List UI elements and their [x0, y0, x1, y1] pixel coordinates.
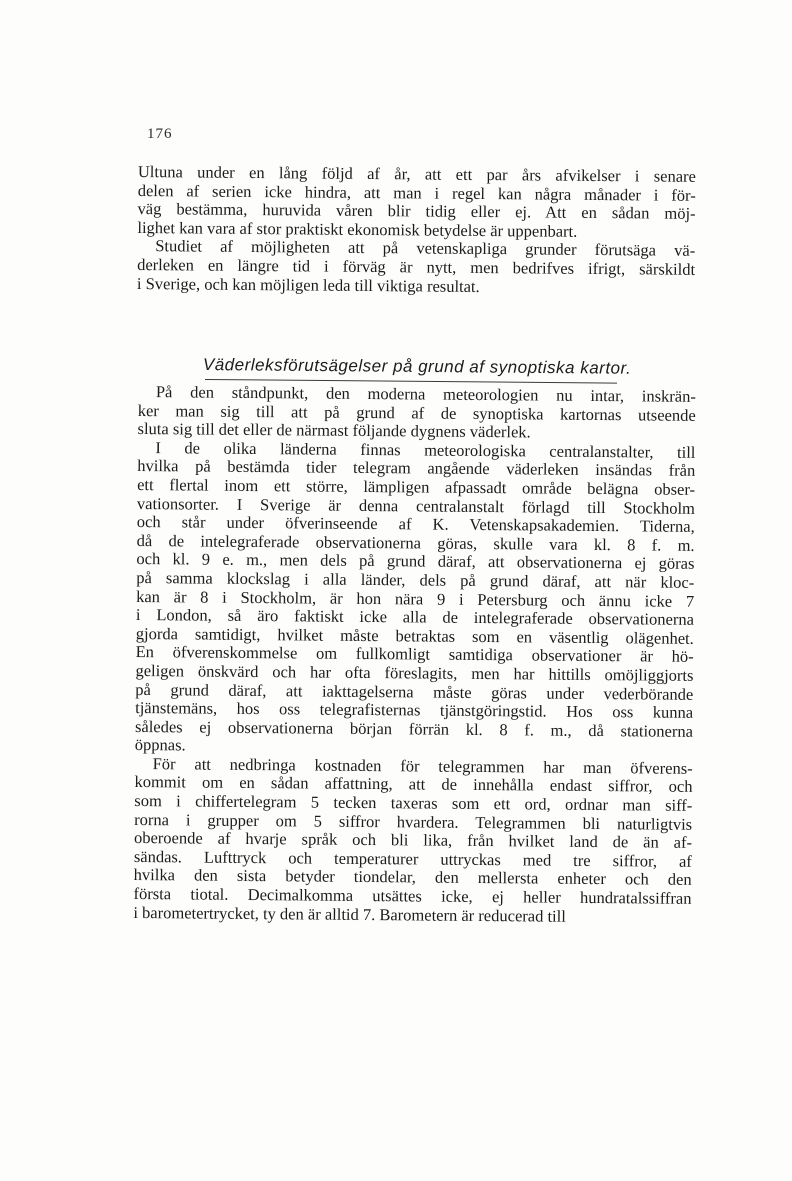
page-number: 176	[147, 126, 173, 142]
text-line: kommit om en sådan affattning, att de innehålla endast siffror, och	[134, 772, 693, 797]
text-line: i London, så äro faktiskt icke alla de intelegraferade observationerna	[135, 605, 695, 629]
section-heading: Väderleksförutsägelser på grund af synoptiska kartor.	[202, 355, 632, 378]
text-line: delen af serien icke hindra, att man i regel kan några månader i för-	[137, 180, 696, 205]
text-line: på grund däraf, att iakttagelserna måste göras under vederbörande	[135, 679, 694, 704]
text-line: I de olika länderna finnas meteorologiska centralanstalter, till	[155, 437, 696, 462]
text-line: ker man sig till att på grund af de synoptiska kartornas utseende	[137, 400, 696, 425]
main-text-block	[133, 383, 696, 927]
text-line: Studiet af möjligheten att på vetenskapliga grunder förutsäga vä-	[155, 236, 696, 261]
text-line: sluta sig till det eller de närmast följande dygnens väderlek.	[137, 419, 531, 442]
text-line: På den ståndpunkt, den moderna meteorologien nu intar, inskrän-	[155, 382, 696, 406]
text-line: oberoende af hvarje språk och bli lika, från hvilket land de än af-	[133, 828, 693, 853]
text-line: För att nedbringa kostnaden för telegrammen har man öfverens-	[152, 754, 693, 778]
text-line: första tiotal. Decimalkomma utsättes icke, ej heller hundratalssiffran	[133, 884, 692, 908]
text-line: rorna i grupper om 5 siffror hvardera. Telegrammen bli naturligtvis	[134, 809, 693, 834]
text-line: hvilka på bestämda tider telegram angående väderleken insändas från	[137, 456, 696, 481]
text-line: Ultuna under en lång följd af år, att ett par års afvikelser i senare	[137, 162, 696, 186]
intro-paragraph	[137, 237, 695, 298]
text-line: i barometertrycket, ty den är alltid 7. Barometern är reducerad till	[133, 902, 566, 926]
text-line: på samma klockslag i alla länder, dels på grund däraf, att när kloc-	[136, 567, 695, 592]
body-paragraph	[138, 383, 696, 444]
text-line: väg bestämma, huruvida våren blir tidig eller ej. Att en sådan möj-	[137, 199, 696, 224]
text-line: derleken en längre tid i förväg är nytt, men bedrifves ifrigt, särskildt	[137, 254, 696, 279]
text-line: hvilka den sista betyder tiondelar, den mellersta enheter och den	[133, 865, 692, 890]
intro-text-block	[137, 163, 696, 298]
text-line: ett flertal inom ett större, lämpligen afpassadt område belägna obser-	[137, 474, 696, 499]
intro-paragraph	[137, 163, 696, 242]
text-line: och kl. 9 e. m., men dels på grund däraf, att observationerna ej göras	[136, 549, 695, 574]
text-line: och står under öfverinseende af K. Vetenskapsakademien. Tiderna,	[136, 512, 695, 537]
text-line: En öfverenskommelse om fullkomligt samtidiga observationer är hö-	[135, 642, 694, 667]
body-paragraph	[135, 439, 696, 760]
text-line: lighet kan vara af stor praktiskt ekonomisk betydelse är uppenbart.	[137, 217, 578, 241]
text-line: vationsorter. I Sverige är denna centralanstalt förlagd till Stockholm	[136, 493, 696, 518]
text-line: geligen önskvärd och har ofta föreslagits, men har hittills omöjliggjorts	[135, 660, 694, 685]
text-line: gjorda samtidigt, hvilket måste betraktas som en väsentlig olägenhet.	[135, 623, 694, 648]
text-line: således ej observationerna början förrän kl. 8 f. m., då stationerna	[134, 716, 694, 741]
text-line: då de intelegraferade observationerna göras, skulle vara kl. 8 f. m.	[136, 530, 695, 555]
text-line: sändas. Lufttryck och temperaturer uttryckas med tre siffror, af	[133, 846, 692, 871]
text-line: öppnas.	[134, 735, 186, 755]
text-line: i Sverige, och kan möjligen leda till viktiga resultat.	[136, 273, 480, 296]
text-line: som i chiffertelegram 5 tecken taxeras som ett ord, ordnar man siff-	[134, 791, 693, 815]
text-line: tjänstemäns, hos oss telegrafisternas tjänstgöringstid. Hos oss kunna	[135, 698, 694, 722]
body-paragraph	[133, 755, 692, 927]
text-line: kan är 8 i Stockholm, är hon nära 9 i Petersburg och ännu icke 7	[136, 586, 695, 611]
